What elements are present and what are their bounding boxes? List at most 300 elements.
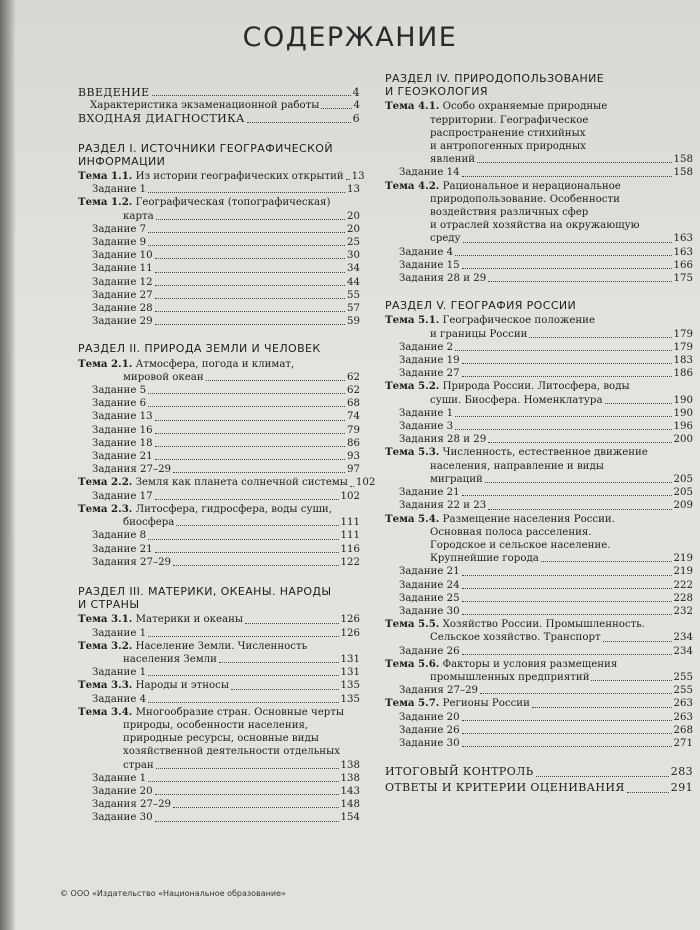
dot-leader: [152, 95, 351, 96]
entry-label: Задание 19: [399, 355, 460, 367]
task-entry[interactable]: [78, 627, 360, 640]
dot-leader: [321, 108, 351, 109]
entry-label: Задание 30: [399, 737, 460, 749]
page-number: 232: [673, 605, 693, 617]
topic-3-4-cont: хозяйственной деятельности отдельных: [123, 746, 340, 758]
task-entry[interactable]: [385, 433, 693, 446]
dot-leader: [148, 393, 345, 394]
topic-3-2[interactable]: [78, 640, 360, 653]
topic-number: Тема 5.1.: [385, 314, 440, 327]
task-entry[interactable]: [78, 785, 360, 798]
page-edge-shadow: [0, 0, 16, 930]
toc-entry-diagnostics[interactable]: [78, 112, 360, 125]
section-2-title: РАЗДЕЛ II. ПРИРОДА ЗЕМЛИ И ЧЕЛОВЕК: [78, 342, 321, 356]
page-number: 179: [673, 341, 693, 353]
topic-5-5-cont[interactable]: [385, 631, 693, 644]
topic-number: Тема 3.1.: [78, 613, 133, 626]
topic-3-1[interactable]: [78, 613, 360, 626]
section-1-title: [78, 142, 360, 168]
topic-3-3[interactable]: [78, 679, 360, 692]
task-entry[interactable]: [78, 302, 360, 315]
task-entry[interactable]: [78, 543, 360, 556]
topic-5-6[interactable]: [385, 658, 693, 671]
topic-4-2[interactable]: [385, 180, 693, 193]
page-number: 4: [353, 100, 360, 112]
entry-label: стран: [123, 759, 154, 771]
entry-label: Задание 26: [399, 645, 460, 657]
entry-label: Задание 1: [92, 667, 147, 679]
dot-leader: [148, 636, 338, 637]
dot-leader: [231, 689, 339, 690]
page-number: 163: [673, 233, 693, 245]
dot-leader: [462, 654, 672, 655]
topic-4-1-cont: распространение стихийных: [430, 127, 586, 139]
page-number: 166: [673, 259, 693, 271]
page-number: 25: [347, 237, 360, 249]
topic-4-2-cont: и отраслей хозяйства на окружающую: [430, 220, 640, 232]
entry-text: РАЗДЕЛ I. ИСТОЧНИКИ ГЕОГРАФИЧЕСКОЙ: [78, 141, 333, 155]
entry-label: Задание 21: [399, 566, 460, 578]
entry-text: Рациональное и нерациональное: [442, 180, 621, 192]
page-number: 79: [347, 424, 360, 436]
dot-leader: [462, 575, 672, 576]
entry-text: Литосфера, гидросфера, воды суши,: [135, 503, 332, 515]
entry-label: Задание 4: [92, 693, 147, 705]
entry-label: Задание 4: [399, 246, 454, 258]
entry-label: биосфера: [123, 517, 175, 529]
task-entry[interactable]: [385, 354, 693, 367]
page-number: 102: [355, 477, 376, 489]
task-entry[interactable]: [78, 450, 360, 463]
entry-label: суши. Биосфера. Номенклатура: [430, 394, 603, 406]
dot-leader: [155, 446, 345, 447]
dot-leader: [155, 499, 339, 500]
toc-entry-intro[interactable]: [78, 86, 360, 99]
page-number: 86: [347, 437, 360, 449]
topic-number: Тема 3.4.: [78, 705, 133, 718]
page-number: 34: [347, 263, 360, 275]
dot-leader: [529, 337, 671, 338]
task-entry[interactable]: [385, 407, 693, 420]
task-entry[interactable]: [78, 693, 360, 706]
topic-number: Тема 2.1.: [78, 357, 133, 370]
topic-4-1[interactable]: [385, 100, 693, 113]
entry-label: населения Земли: [123, 653, 217, 665]
page-number: 179: [673, 328, 693, 340]
toc-right-column: [385, 72, 693, 796]
entry-label: Задание 14: [399, 167, 460, 179]
toc-entry-answers[interactable]: [385, 780, 693, 796]
topic-number: Тема 4.2.: [385, 179, 440, 192]
task-entry[interactable]: [385, 246, 693, 259]
page-number: 20: [347, 210, 360, 222]
dot-leader: [155, 821, 339, 822]
topic-number: Тема 3.2.: [78, 639, 133, 652]
page-number: 222: [673, 579, 693, 591]
entry-label: Задание 18: [92, 437, 153, 449]
page-number: 74: [347, 411, 360, 423]
task-entry[interactable]: [78, 556, 360, 569]
topic-5-6-cont[interactable]: [385, 671, 693, 684]
dot-leader: [173, 472, 345, 473]
task-entry[interactable]: [78, 315, 360, 328]
dot-leader: [148, 192, 345, 193]
page-number: 158: [673, 154, 693, 166]
entry-text: Народы и этносы: [135, 680, 229, 692]
page-number: 131: [340, 653, 360, 665]
entry-text: Численность, естественное движение: [442, 447, 648, 459]
page-number: 283: [670, 765, 693, 779]
dot-leader: [247, 122, 351, 123]
task-entry[interactable]: [78, 463, 360, 476]
page-number: 148: [340, 799, 360, 811]
task-entry[interactable]: [385, 605, 693, 618]
dot-leader: [455, 429, 671, 430]
entry-label: Задание 21: [399, 487, 460, 499]
entry-text: Земля как планета солнечной системы: [135, 477, 348, 489]
dot-leader: [532, 707, 672, 708]
entry-label: Задание 1: [399, 407, 454, 419]
dot-leader: [148, 675, 338, 676]
dot-leader: [463, 242, 672, 243]
dot-leader: [485, 482, 672, 483]
task-entry[interactable]: [78, 811, 360, 824]
task-entry[interactable]: [385, 341, 693, 354]
entry-label: Сельское хозяйство. Транспорт: [430, 632, 601, 644]
page-number: 255: [673, 671, 693, 683]
entry-label: ИТОГОВЫЙ КОНТРОЛЬ: [385, 765, 534, 779]
page-number: 122: [340, 556, 360, 568]
task-entry[interactable]: [385, 565, 693, 578]
page-number: 68: [347, 398, 360, 410]
task-entry[interactable]: [78, 424, 360, 437]
page-title: СОДЕРЖАНИЕ: [242, 22, 458, 53]
dot-leader: [455, 350, 671, 351]
topic-5-4-cont: Городское и сельское население.: [430, 539, 611, 551]
dot-leader: [148, 406, 345, 407]
dot-leader: [541, 561, 672, 562]
topic-4-1-cont[interactable]: [385, 153, 693, 166]
dot-leader: [462, 495, 672, 496]
entry-label: Задание 8: [92, 530, 147, 542]
dot-leader: [155, 420, 345, 421]
entry-text: Регионы России: [442, 698, 530, 710]
entry-label: явлений: [430, 154, 476, 166]
topic-number: Тема 5.2.: [385, 380, 440, 393]
page-number: 126: [340, 627, 360, 639]
page-number: 163: [673, 246, 693, 258]
entry-label: [78, 476, 348, 489]
topic-5-2-cont[interactable]: [385, 394, 693, 407]
entry-label: Задание 20: [399, 711, 460, 723]
topic-5-1[interactable]: [385, 314, 693, 327]
page-number: 234: [673, 632, 693, 644]
entry-text: ИНФОРМАЦИИ: [78, 154, 166, 168]
topic-5-4-cont[interactable]: [385, 552, 693, 565]
task-entry[interactable]: [385, 711, 693, 724]
entry-label: Задание 2: [399, 341, 454, 353]
topic-number: Тема 4.1.: [385, 100, 440, 113]
entry-label: Задания 28 и 29: [399, 273, 487, 285]
task-entry[interactable]: [78, 384, 360, 397]
topic-5-5[interactable]: [385, 618, 693, 631]
dot-leader: [477, 162, 672, 163]
dot-leader: [155, 298, 345, 299]
page-number: 196: [673, 421, 693, 433]
entry-label: Задание 27: [92, 289, 153, 301]
topic-5-4[interactable]: [385, 513, 693, 526]
dot-leader: [155, 324, 345, 325]
entry-label: Задание 28: [92, 303, 153, 315]
entry-label: Задание 26: [399, 724, 460, 736]
page-number: 255: [673, 685, 693, 697]
task-entry[interactable]: [385, 579, 693, 592]
dot-leader: [603, 641, 672, 642]
page-number: 57: [347, 303, 360, 315]
dot-leader: [155, 459, 345, 460]
page-number: 200: [673, 434, 693, 446]
topic-5-7[interactable]: [385, 697, 693, 710]
topic-3-2-cont[interactable]: [78, 653, 360, 666]
topic-5-3-cont: населения, направление и виды: [430, 460, 604, 472]
dot-leader: [462, 363, 672, 364]
page-number: 219: [673, 566, 693, 578]
page-number: 205: [673, 487, 693, 499]
dot-leader: [462, 268, 672, 269]
dot-leader: [206, 380, 345, 381]
task-entry[interactable]: [385, 259, 693, 272]
page-number: 263: [673, 698, 693, 710]
dot-leader: [155, 794, 339, 795]
dot-leader: [173, 565, 339, 566]
entry-label: среду: [430, 233, 461, 245]
topic-5-1-cont[interactable]: [385, 328, 693, 341]
dot-leader: [488, 509, 671, 510]
page-number: 234: [673, 645, 693, 657]
entry-label: ВВЕДЕНИЕ: [78, 86, 150, 99]
task-entry[interactable]: [385, 166, 693, 179]
dot-leader: [219, 662, 339, 663]
task-entry[interactable]: [78, 798, 360, 811]
dot-leader: [155, 311, 345, 312]
dot-leader: [605, 403, 672, 404]
task-entry[interactable]: [78, 529, 360, 542]
section-4-title: [385, 72, 693, 98]
task-entry[interactable]: [78, 223, 360, 236]
topic-5-3[interactable]: [385, 446, 693, 459]
topic-4-2-cont: воздействия различных сфер: [430, 207, 589, 219]
topic-2-1-cont[interactable]: [78, 371, 360, 384]
page-number: 154: [340, 812, 360, 824]
topic-2-2[interactable]: [78, 476, 376, 489]
section-3-title: [78, 585, 360, 611]
page-number: 97: [347, 464, 360, 476]
task-entry[interactable]: [385, 684, 693, 697]
task-entry[interactable]: [385, 645, 693, 658]
page-number: 175: [673, 273, 693, 285]
entry-label: Задание 30: [92, 812, 153, 824]
entry-label: Характеристика экзаменационной работы: [90, 100, 320, 112]
page-number: 55: [347, 289, 360, 301]
topic-number: Тема 5.7.: [385, 697, 440, 710]
entry-label: Задание 17: [92, 490, 153, 502]
task-entry[interactable]: [78, 490, 360, 503]
dot-leader: [148, 781, 338, 782]
page-number: 111: [340, 530, 360, 542]
toc-entry-characteristic[interactable]: [78, 99, 360, 112]
task-entry[interactable]: [385, 592, 693, 605]
task-entry[interactable]: [78, 183, 360, 196]
task-entry[interactable]: [78, 666, 360, 679]
page-number: 62: [347, 385, 360, 397]
entry-label: Задание 21: [92, 543, 153, 555]
entry-label: Задание 29: [92, 316, 153, 328]
entry-label: мировой океан: [123, 371, 204, 383]
entry-label: Задание 13: [92, 411, 153, 423]
page-number: 13: [347, 184, 360, 196]
entry-label: [78, 679, 229, 692]
entry-label: Задание 21: [92, 451, 153, 463]
entry-label: Задание 12: [92, 276, 153, 288]
page-number: 138: [340, 759, 360, 771]
page-number: 20: [347, 223, 360, 235]
dot-leader: [591, 680, 671, 681]
topic-1-2-cont[interactable]: [78, 210, 360, 223]
entry-label: Задание 10: [92, 250, 153, 262]
entry-text: Атмосфера, погода и климат,: [135, 358, 295, 370]
topic-1-2[interactable]: [78, 196, 360, 209]
entry-text: РАЗДЕЛ III. МАТЕРИКИ, ОКЕАНЫ. НАРОДЫ: [78, 584, 332, 598]
page-number: 4: [352, 86, 360, 99]
entry-text: РАЗДЕЛ IV. ПРИРОДОПОЛЬЗОВАНИЕ: [385, 72, 605, 85]
dot-leader: [148, 232, 345, 233]
entry-label: Задание 5: [92, 385, 147, 397]
entry-text: Особо охраняемые природные: [442, 101, 608, 113]
dot-leader: [148, 539, 338, 540]
topic-3-4-cont[interactable]: [78, 759, 360, 772]
task-entry[interactable]: [385, 272, 693, 285]
page-number: 59: [347, 316, 360, 328]
entry-label: миграций: [430, 473, 483, 485]
entry-text: И ГЕОЭКОЛОГИЯ: [385, 85, 488, 99]
task-entry[interactable]: [78, 437, 360, 450]
task-entry[interactable]: [78, 262, 360, 275]
topic-5-3-cont[interactable]: [385, 473, 693, 486]
task-entry[interactable]: [385, 486, 693, 499]
task-entry[interactable]: [385, 737, 693, 750]
task-entry[interactable]: [78, 236, 360, 249]
entry-text: И СТРАНЫ: [78, 598, 140, 612]
entry-text: Размещение населения России.: [442, 513, 615, 525]
dot-leader: [480, 693, 672, 694]
task-entry[interactable]: [78, 249, 360, 262]
entry-label: промышленных предприятий: [430, 671, 590, 683]
task-entry[interactable]: [78, 276, 360, 289]
entry-label: Задание 16: [92, 424, 153, 436]
task-entry[interactable]: [385, 420, 693, 433]
page-number: 135: [340, 693, 360, 705]
dot-leader: [462, 614, 672, 615]
entry-text: Из истории географических открытий: [135, 171, 344, 183]
topic-number: Тема 2.2.: [78, 476, 133, 489]
page-number: 138: [340, 772, 360, 784]
dot-leader: [462, 720, 672, 721]
entry-label: Задания 28 и 29: [399, 434, 487, 446]
entry-label: карта: [123, 210, 154, 222]
page-number: 126: [340, 614, 360, 626]
page-number: 263: [673, 711, 693, 723]
task-entry[interactable]: [78, 397, 360, 410]
topic-5-2[interactable]: [385, 380, 693, 393]
dot-leader: [245, 623, 339, 624]
topic-2-1[interactable]: [78, 358, 360, 371]
topic-3-4[interactable]: [78, 706, 360, 719]
entry-label: Задание 6: [92, 398, 147, 410]
task-entry[interactable]: [385, 499, 693, 512]
topic-4-1-cont: территории. Географическое: [430, 114, 589, 126]
entry-label: Задания 27–29: [92, 556, 172, 568]
entry-text: Многообразие стран. Основные черты: [135, 706, 345, 718]
entry-text: Географическая (топографическая): [135, 197, 331, 209]
entry-label: Задание 9: [92, 237, 147, 249]
page-number: 30: [347, 250, 360, 262]
dot-leader: [350, 486, 354, 487]
task-entry[interactable]: [385, 724, 693, 737]
page-number: 158: [673, 167, 693, 179]
dot-leader: [176, 525, 338, 526]
entry-label: Задание 1: [92, 184, 147, 196]
page-number: 62: [347, 371, 360, 383]
topic-2-3-cont[interactable]: [78, 516, 360, 529]
topic-number: Тема 2.3.: [78, 502, 133, 515]
page-number: 291: [670, 781, 693, 795]
dot-leader: [462, 746, 672, 747]
dot-leader: [488, 281, 671, 282]
page-number: 135: [340, 680, 360, 692]
task-entry[interactable]: [78, 772, 360, 785]
entry-label: [78, 613, 243, 626]
task-entry[interactable]: [78, 410, 360, 423]
task-entry[interactable]: [78, 289, 360, 302]
entry-label: Задание 27: [399, 368, 460, 380]
page-number: 93: [347, 451, 360, 463]
topic-1-1[interactable]: [78, 170, 365, 183]
dot-leader: [155, 433, 345, 434]
entry-label: Задание 30: [399, 605, 460, 617]
topic-3-4-cont: природы, особенности населения,: [123, 719, 309, 731]
dot-leader: [462, 733, 672, 734]
entry-label: Крупнейшие города: [430, 553, 539, 565]
entry-label: ОТВЕТЫ И КРИТЕРИИ ОЦЕНИВАНИЯ: [385, 781, 625, 795]
toc-entry-final-control[interactable]: [385, 764, 693, 780]
topic-number: Тема 1.1.: [78, 170, 133, 183]
dot-leader: [462, 176, 672, 177]
entry-label: Задания 22 и 23: [399, 500, 487, 512]
entry-label: Задание 15: [399, 259, 460, 271]
dot-leader: [148, 245, 345, 246]
page-number: 271: [673, 737, 693, 749]
page-number: 6: [352, 112, 360, 126]
entry-label: ВХОДНАЯ ДИАГНОСТИКА: [78, 112, 245, 126]
topic-4-2-cont[interactable]: [385, 232, 693, 245]
topic-4-2-cont: природопользование. Особенности: [430, 193, 620, 205]
entry-text: Население Земли. Численность: [135, 640, 308, 652]
page-number: 219: [673, 553, 693, 565]
task-entry[interactable]: [385, 367, 693, 380]
entry-label: Задание 11: [92, 263, 153, 275]
page-number: 183: [673, 355, 693, 367]
topic-2-3[interactable]: [78, 503, 360, 516]
